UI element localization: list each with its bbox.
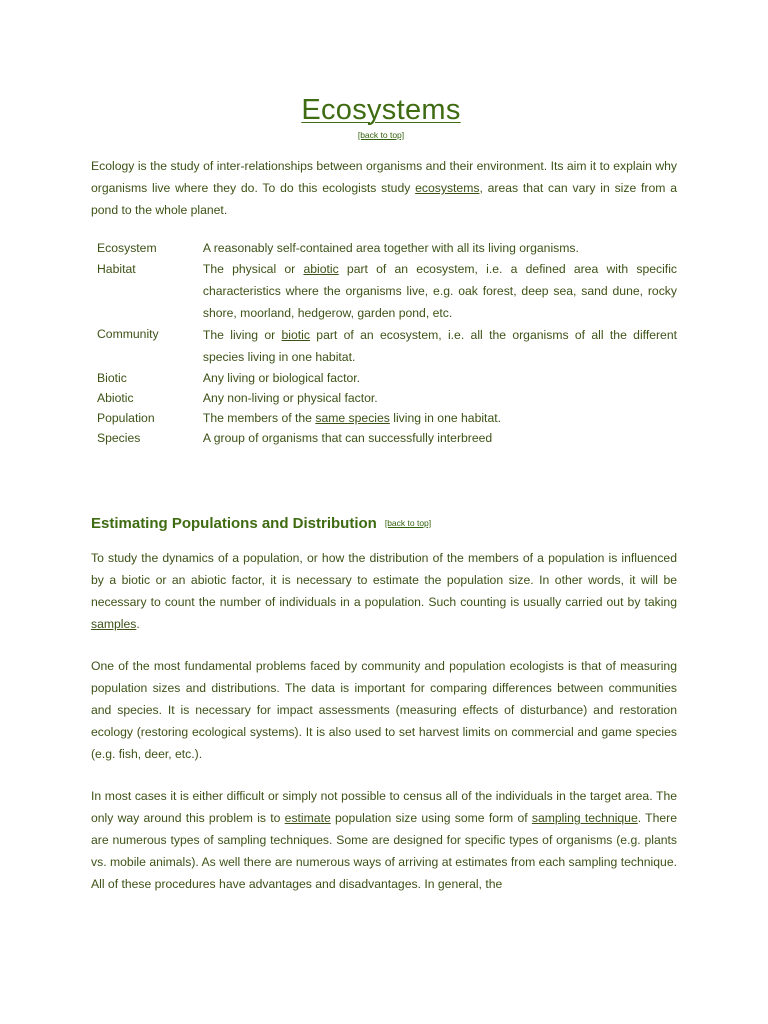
section-paragraph bbox=[91, 547, 677, 635]
definition-row bbox=[97, 408, 677, 428]
intro-text-after: , areas that can vary in size from a pond to the whole planet. bbox=[91, 181, 677, 217]
definition-text-after: part of an ecosystem, i.e. a defined area with specific characteristics where the organisms live, e.g. oak forest, deep sea, sand dune, rocky shore, moorland, hedgerow, garden pond, etc. bbox=[202, 262, 677, 320]
back-to-top-link[interactable]: [back to top] bbox=[357, 130, 405, 140]
definition-text bbox=[203, 408, 677, 428]
same-species-link[interactable]: same species bbox=[315, 411, 390, 425]
definition-text: A reasonably self-contained area together with all its living organisms. bbox=[202, 241, 579, 255]
definition-text: Any living or biological factor. bbox=[202, 371, 361, 385]
section-heading-text: Estimating Populations and Distribution bbox=[91, 515, 377, 532]
page-title: Ecosystems bbox=[301, 94, 461, 126]
paragraph-text-before: In most cases it is either difficult or simply not possible to census all of the individuals in the target area. The only way around this problem is to bbox=[91, 789, 677, 825]
section-heading bbox=[91, 512, 431, 535]
definition-text bbox=[203, 258, 677, 324]
definition-term: Biotic bbox=[97, 371, 127, 385]
definition-text: A group of organisms that can successfully interbreed bbox=[202, 431, 493, 445]
definition-term: Population bbox=[97, 411, 155, 425]
paragraph-text-after: . There are numerous types of sampling techniques. Some are designed for specific types of organisms (e.g. plants vs. mobile animals). As well there are numerous ways of arriving at estimates from each sampling technique. All of these procedures have advantages and disadvantages. In general, the bbox=[91, 811, 677, 891]
definition-text-after: part of an ecosystem, i.e. all the organisms of all the different species living in one habitat. bbox=[202, 328, 677, 364]
definition-row bbox=[97, 388, 677, 408]
definitions-table bbox=[97, 238, 677, 448]
definition-text: Any non-living or physical factor. bbox=[202, 391, 378, 405]
ecosystems-link[interactable]: ecosystems bbox=[415, 181, 480, 195]
definition-row bbox=[97, 258, 677, 324]
abiotic-link[interactable]: abiotic bbox=[303, 262, 339, 276]
definition-text-before: The physical or bbox=[202, 262, 304, 276]
section-paragraph: One of the most fundamental problems faced by community and population ecologists is that of measuring population sizes and distributions. The data is important for comparing differences between communities and species. It is necessary for impact assessments (measuring effects of disturbance) and restoration ecology (restoring ecological systems). It is also used to set harvest limits on commercial and game species (e.g. fish, deer, etc.). bbox=[91, 659, 677, 761]
intro-paragraph bbox=[91, 155, 677, 221]
definition-text-before: The living or bbox=[202, 328, 282, 342]
definition-row bbox=[97, 428, 677, 448]
definition-term: Habitat bbox=[97, 262, 136, 276]
definition-text-before: The members of the bbox=[202, 411, 316, 425]
sampling-technique-link[interactable]: sampling technique bbox=[531, 811, 638, 825]
back-to-top-link[interactable]: [back to top] bbox=[384, 518, 432, 528]
paragraph-text-before: To study the dynamics of a population, or how the distribution of the members of a population is influenced by a biotic or an abiotic factor, it is necessary to estimate the population size. In other words, it will be necessary to count the number of individuals in a population. Such counting is usually carried out by taking bbox=[91, 551, 677, 609]
definition-text bbox=[203, 324, 677, 368]
samples-link[interactable]: samples bbox=[91, 617, 137, 631]
definition-row bbox=[97, 238, 677, 258]
definition-term: Ecosystem bbox=[97, 241, 157, 255]
paragraph-text-middle: population size using some form of bbox=[330, 811, 532, 825]
definition-row bbox=[97, 368, 677, 388]
estimate-link[interactable]: estimate bbox=[284, 811, 331, 825]
title-back-to-top-row bbox=[91, 128, 671, 141]
intro-text-before: Ecology is the study of inter-relationships between organisms and their environment. Its aim it to explain why organisms live where they do. To do this ecologists study bbox=[91, 159, 677, 195]
definition-term: Species bbox=[97, 431, 141, 445]
section-paragraph bbox=[91, 785, 677, 895]
biotic-link[interactable]: biotic bbox=[281, 328, 310, 342]
definition-row bbox=[97, 324, 677, 368]
paragraph-text-after: . bbox=[136, 617, 140, 631]
definition-term: Community bbox=[97, 327, 159, 341]
definition-term: Abiotic bbox=[97, 391, 134, 405]
definition-text-after: living in one habitat. bbox=[389, 411, 501, 425]
